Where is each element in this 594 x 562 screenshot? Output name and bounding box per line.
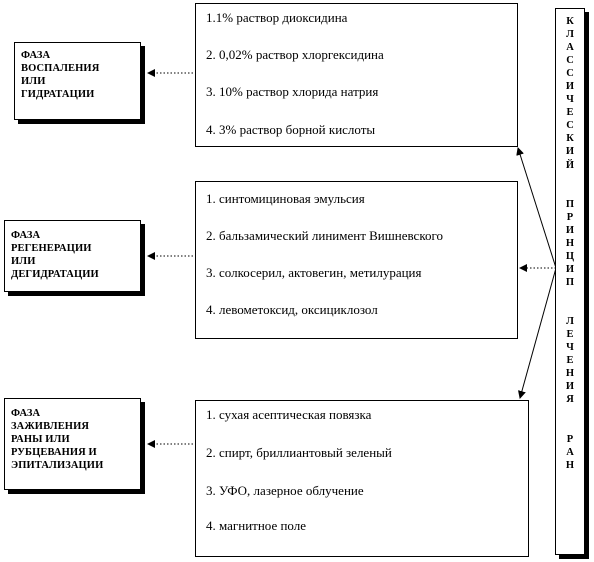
vertical-title-letter: И	[565, 146, 575, 158]
vertical-title-letter: Ч	[566, 342, 574, 354]
list-item: 4. 3% раствор борной кислоты	[206, 122, 376, 137]
phase-label-line: РУБЦЕВАНИЯ И	[11, 447, 97, 458]
vertical-title-letter: Н	[565, 459, 575, 471]
list-item: 2. спирт, бриллиантовый зеленый	[206, 445, 392, 460]
vertical-title-letter: С	[566, 68, 574, 80]
vertical-title-letter: А	[566, 446, 574, 458]
phase-label-line: РАНЫ ИЛИ	[11, 434, 70, 445]
list-item: 2. 0,02% раствор хлоргексидина	[206, 47, 384, 62]
vertical-title-letter: Е	[566, 355, 574, 367]
vertical-title-box	[555, 8, 585, 555]
phase-label-line: ДЕГИДРАТАЦИИ	[11, 269, 99, 280]
list-item: 1. синтомициновая эмульсия	[206, 191, 365, 206]
list-item: 1.1% раствор диоксидина	[206, 10, 348, 25]
vertical-title-letter: Я	[566, 394, 574, 406]
treatment-list-inflammation	[195, 3, 518, 147]
vertical-title-letter: Ц	[565, 250, 575, 262]
vertical-title-letter: К	[566, 133, 574, 145]
phase-label-line: ФАЗА	[11, 230, 41, 241]
phase-label-line: ЭПИТАЛИЗАЦИИ	[11, 460, 104, 471]
list-item: 3. солкосерил, актовегин, метилурация	[206, 265, 422, 280]
vertical-title-letter: Р	[566, 211, 574, 223]
phase-label-line: ИЛИ	[21, 76, 46, 87]
vertical-title-letter: Й	[565, 159, 575, 171]
vertical-title-letter: С	[566, 55, 574, 67]
vertical-title-letter: И	[565, 224, 575, 236]
treatment-list-regeneration	[195, 181, 518, 339]
vertical-title-letter: Н	[565, 237, 575, 249]
treatment-list-healing	[195, 400, 529, 557]
vertical-title-letter: Н	[565, 368, 575, 380]
phase-box-healing	[4, 398, 141, 490]
vertical-title-letter: К	[566, 16, 574, 27]
vertical-title-letter: П	[565, 276, 575, 288]
vertical-title-letter: И	[565, 263, 575, 275]
vertical-title-letter: Ч	[566, 94, 574, 106]
vertical-title-letter: С	[566, 120, 574, 132]
phase-label-line: ФАЗА	[11, 408, 41, 419]
list-item: 3. УФО, лазерное облучение	[206, 483, 364, 498]
phase-label-line: ГИДРАТАЦИИ	[21, 89, 95, 100]
phase-label-line: ЗАЖИВЛЕНИЯ	[11, 421, 90, 432]
list-item: 3. 10% раствор хлорида натрия	[206, 84, 379, 99]
vertical-title-letter: И	[565, 381, 575, 393]
vertical-title-letter: Р	[566, 433, 574, 445]
phase-label-line: РЕГЕНЕРАЦИИ	[11, 243, 92, 254]
vertical-title	[556, 9, 584, 472]
arrow-title-to-list1	[518, 148, 556, 268]
vertical-title-letter: П	[565, 198, 575, 210]
phase-box-inflammation	[14, 42, 141, 120]
vertical-title-letter: Л	[566, 29, 574, 41]
phase-box-regeneration	[4, 220, 141, 292]
list-item: 4. магнитное поле	[206, 518, 307, 533]
phase-label-line: ФАЗА	[21, 50, 51, 61]
list-item: 1. сухая асептическая повязка	[206, 407, 372, 422]
vertical-title-letter: Е	[566, 329, 574, 341]
phase-label-line: ИЛИ	[11, 256, 36, 267]
list-item: 4. левометоксид, оксициклозол	[206, 302, 378, 317]
vertical-title-letter: Л	[566, 316, 574, 328]
vertical-title-letter: А	[566, 42, 574, 54]
vertical-title-letter: И	[565, 81, 575, 93]
list-item: 2. бальзамический линимент Вишневского	[206, 228, 443, 243]
arrow-title-to-list3	[520, 268, 556, 398]
vertical-title-letter: Е	[566, 107, 574, 119]
phase-label-line: ВОСПАЛЕНИЯ	[21, 63, 100, 74]
